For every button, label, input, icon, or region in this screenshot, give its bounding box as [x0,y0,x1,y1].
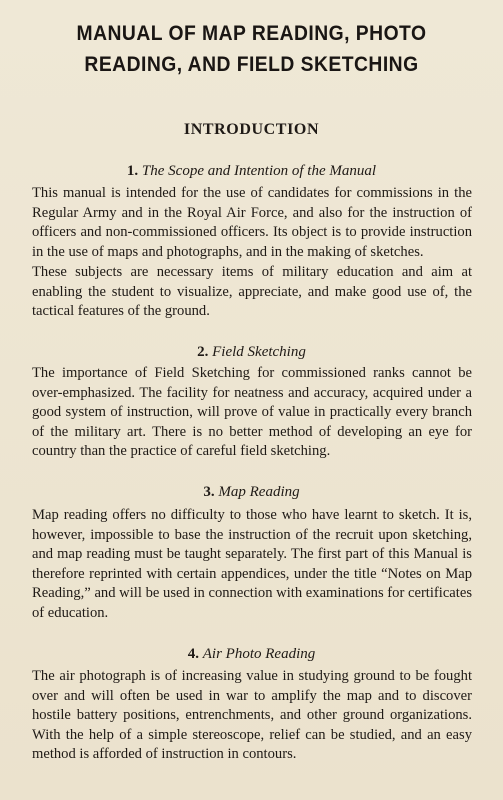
section-3-heading [0,484,503,501]
section-4-heading [0,646,503,663]
section-name: Air Photo Reading [202,646,316,662]
section-name: Map Reading [218,484,300,500]
section-2-heading [0,344,503,361]
section-number: 3. [203,484,215,500]
section-2-paragraph-1: The importance of Field Sketching for commissioned ranks cannot be over-emphasized. The facility for neatness and accuracy, acquired under a good system of instruction, will prove of value in practically every branch of the military art. There is no better method of developing an eye for country than the practice of careful field sketching. [32,365,472,460]
section-name: The Scope and Intention of the Manual [141,163,377,179]
title-line-1: MANUAL OF MAP READING, PHOTO [76,22,427,45]
section-1-heading [0,163,503,180]
section-3-paragraph-1: Map reading offers no difficulty to those who have learnt to sketch. It is, however, impossible to base the instruction of the recruit upon sketching, and map reading must be taught separately. The first part of this Manual is therefore reprinted with certain appendices, under the title “Notes on Map Reading,” and will be used in connection with examinations for certificates of education. [32,507,472,621]
title-line-2: READING, AND FIELD SKETCHING [84,53,419,76]
section-number: 4. [187,646,199,662]
document-title [20,18,483,80]
section-1-paragraph-2: These subjects are necessary items of military education and aim at enabling the student to visualize, appreciate, and make good use of, the tactical features of the ground. [32,264,472,320]
section-4-paragraph-1: The air photograph is of increasing value in studying ground to be fought over and will often be used in war to amplify the map and to discover hostile battery positions, entrenchments, and other ground organizations. With the help of a simple stereoscope, relief can be studied, and an easy method is afforded of instruction in contours. [32,668,472,763]
section-number: 2. [197,344,209,360]
introduction-heading: INTRODUCTION [183,121,320,138]
section-number: 1. [126,163,139,179]
section-1-paragraph-1: This manual is intended for the use of candidates for commissions in the Regular Army and in the Royal Air Force, and also for the instruction of officers and non-commissioned officers. Its object is to provide instruction in the use of maps and photographs, and in the making of sketches. [32,185,472,260]
section-name: Field Sketching [212,344,306,360]
